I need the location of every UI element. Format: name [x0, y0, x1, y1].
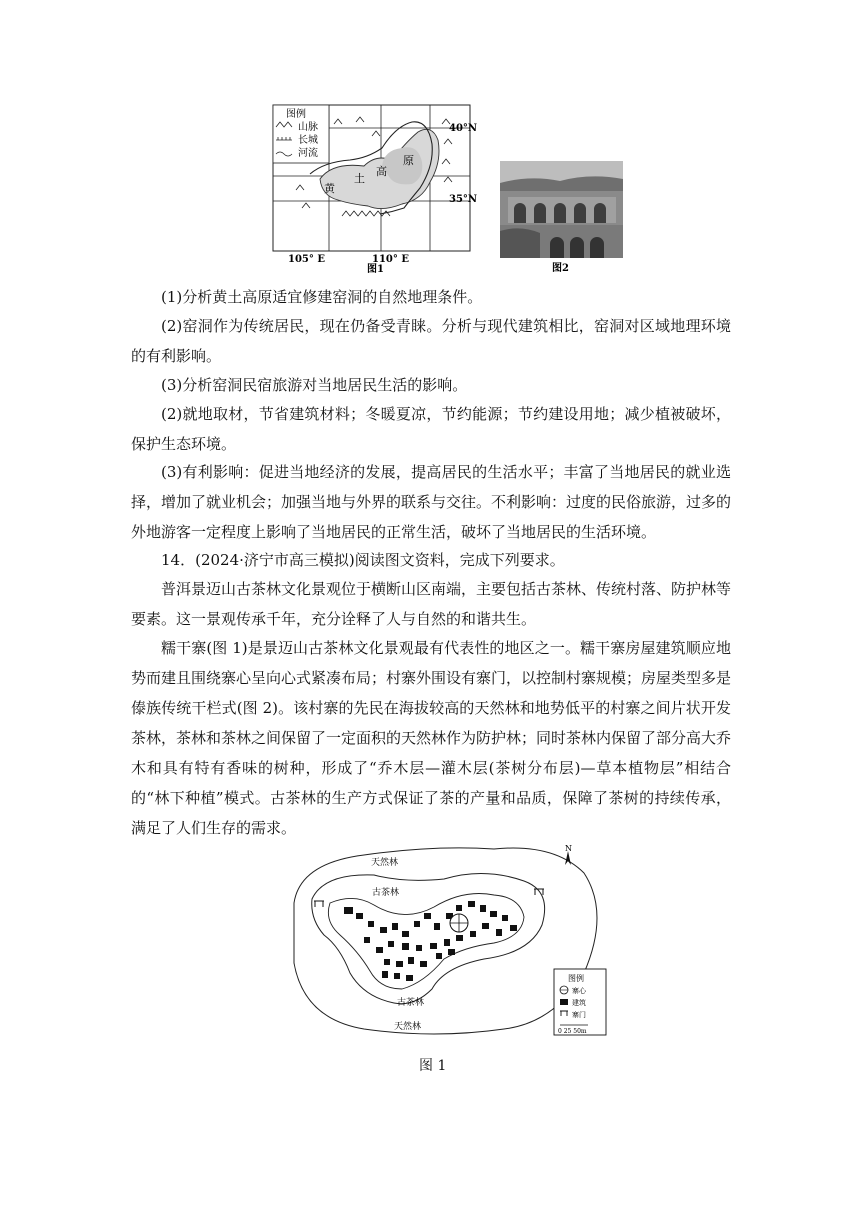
label-natural-forest-top: 天然林 — [371, 858, 399, 868]
lat-label-40: 40°N — [449, 123, 478, 134]
label-tea-forest-bottom: 古茶林 — [397, 998, 425, 1008]
plateau-char-4: 原 — [403, 154, 414, 167]
cave-dwelling-photo — [500, 161, 623, 273]
nuogan-village-map — [284, 843, 614, 1043]
question-14-title: 14．(2024·济宁市高三模拟)阅读图文资料，完成下列要求。 — [161, 551, 565, 569]
village-figure-caption: 图 1 — [419, 1058, 447, 1074]
answer-3: (3)有利影响：促进当地经济的发展，提高居民的生活水平；丰富了当地居民的就业选择，增加了就业机会；加强当地与外界的联系与交往。不利影响：过度的民俗旅游，过多的外地游客一定程度上影响了当地居民的正常生活，破坏了当地居民的生活环境。 — [131, 463, 732, 541]
scale-bar-label: 0 25 50m — [558, 1028, 587, 1035]
plateau-char-1: 黄 — [324, 182, 335, 195]
lat-label-35: 35°N — [449, 194, 478, 205]
legend-building: 建筑 — [572, 999, 586, 1007]
label-natural-forest-bottom: 天然林 — [394, 1022, 422, 1032]
answer-2: (2)就地取材，节省建筑材料；冬暖夏凉，节约能源；节约建设用地；减少植被破坏，保护生态环境。 — [131, 405, 731, 453]
question-2: (2)窑洞作为传统居民，现在仍备受青睐。分析与现代建筑相比，窑洞对区域地理环境的有利影响。 — [131, 317, 731, 365]
legend-river: 河流 — [298, 148, 318, 159]
plateau-char-2: 土 — [354, 172, 365, 185]
legend-gate: 寨门 — [572, 1011, 586, 1019]
loess-plateau-map — [272, 104, 478, 275]
figure2-caption: 图2 — [552, 263, 569, 274]
lon-label-105: 105° E — [288, 254, 325, 265]
svg-text:N: N — [565, 844, 572, 853]
q14-paragraph-1: 普洱景迈山古茶林文化景观位于横断山区南端，主要包括古茶林、传统村落、防护林等要素。这一景观传承千年，充分诠释了人与自然的和谐共生。 — [131, 580, 732, 628]
figure1-caption: 图1 — [367, 264, 384, 275]
plateau-char-3: 高 — [376, 165, 387, 178]
legend-title: 图例 — [286, 109, 306, 120]
question-1: (1)分析黄土高原适宜修建窑洞的自然地理条件。 — [161, 288, 483, 306]
legend-wall: 长城 — [298, 135, 318, 146]
question-3: (3)分析窑洞民宿旅游对当地居民生活的影响。 — [161, 376, 468, 394]
legend-village-heart: 寨心 — [572, 987, 586, 995]
village-legend-title: 图例 — [568, 974, 584, 983]
legend-mountain: 山脉 — [298, 122, 318, 133]
lon-label-110: 110° E — [372, 254, 409, 265]
label-tea-forest-top: 古茶林 — [372, 888, 400, 898]
q14-paragraph-2: 糯干寨(图 1)是景迈山古茶林文化景观最有代表性的地区之一。糯干寨房屋建筑顺应地势而建且围绕寨心呈向心式紧凑布局；村寨外围设有寨门，以控制村寨规模；房屋类型多是傣族传统干栏式(图 2)。该村寨的先民在海拔较高的天然林和地势低平的村寨之间片状开发茶林，茶林和茶林之间保留了一定面积的天然林作为防护林；同时茶林内保留了部分高大乔木和具有特有香味的树种，形成了“乔木层—灌木层(茶树分布层)—草本植物层”相结合的“林下种植”模式。古茶林的生产方式保证了茶的产量和品质，保障了茶树的持续传承，满足了人们生存的需求。 — [131, 639, 732, 837]
